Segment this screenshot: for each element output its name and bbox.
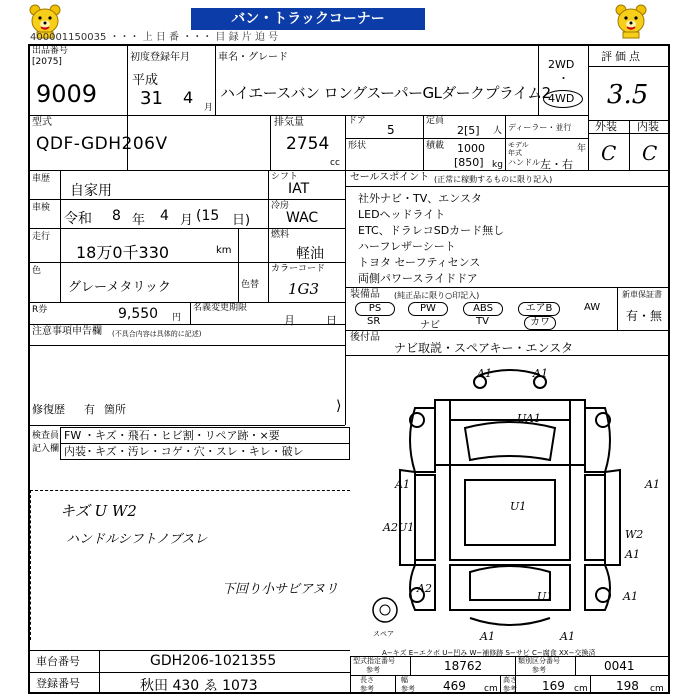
mileage-label: 走行 bbox=[32, 232, 51, 242]
mileage-value: 18万0千330 bbox=[76, 243, 170, 262]
new-car-warranty-label: 新車保証書 bbox=[622, 290, 662, 299]
inspection-day: (15 bbox=[196, 208, 220, 224]
length-ref: 参考 bbox=[360, 685, 374, 693]
doors-value: 5 bbox=[387, 123, 395, 137]
recycle-unit: 円 bbox=[172, 313, 182, 323]
length-label: 長さ bbox=[360, 676, 374, 684]
inspection-month: 4 bbox=[160, 208, 169, 224]
post-install-label: 後付品 bbox=[350, 332, 380, 343]
model-label: 型式 bbox=[32, 117, 52, 128]
category-ref: 参考 bbox=[532, 666, 546, 674]
dmg-label-hood: UA1 bbox=[517, 412, 541, 425]
registration-label: 登録番号 bbox=[36, 677, 80, 690]
inspection-era: 令和 bbox=[64, 211, 92, 227]
post-install-value: ナビ取説・スペアキー・エンスタ bbox=[394, 341, 574, 355]
height-label: 高さ bbox=[503, 676, 517, 684]
equipment-label: 装備品 bbox=[350, 289, 380, 300]
shift-value: IAT bbox=[288, 181, 310, 197]
equip-leather: カワ bbox=[524, 316, 556, 330]
handwritten-line-3: 下回り小サビアヌリ bbox=[222, 582, 339, 597]
width-value: 169 bbox=[542, 679, 565, 693]
header-title-bar bbox=[191, 8, 425, 30]
inspection-month-unit: 月 bbox=[180, 213, 194, 228]
exterior-label: 外装 bbox=[595, 120, 617, 133]
dmg-label-bottom: A1 bbox=[480, 630, 495, 643]
length-value: 469 bbox=[443, 679, 466, 693]
capacity-value: 2[5] bbox=[457, 124, 480, 137]
equip-navi: ナビ bbox=[420, 320, 440, 331]
fuel-label: 燃料 bbox=[271, 230, 290, 240]
shape-label: 形状 bbox=[348, 141, 367, 151]
equip-aw: AW bbox=[584, 302, 601, 313]
first-reg-year: 31 bbox=[140, 88, 163, 109]
height-ref: 参考 bbox=[503, 685, 517, 693]
handwritten-line-1: キズ U W2 bbox=[60, 502, 137, 520]
width-unit: cm bbox=[574, 684, 588, 694]
car-name-value: ハイエースバン ロングスーパーGLダークプライム2 bbox=[220, 84, 551, 102]
dmg-label-roof: U1 bbox=[510, 500, 527, 513]
inspector-row2: ・キズ・汚レ・コゲ・穴・スレ・キレ・破レ bbox=[84, 445, 304, 458]
handle-value: 左・右 bbox=[540, 158, 573, 171]
ac-value: WAC bbox=[286, 210, 319, 226]
inspector-label-2: 記入欄 bbox=[32, 444, 60, 454]
sales-point-5: トヨタ セーフティセンス bbox=[358, 256, 481, 269]
interior-label: 内装 bbox=[637, 120, 659, 133]
drive-4wd: 4WD bbox=[548, 92, 575, 105]
dmg-label-front-left: A1 bbox=[477, 367, 492, 380]
first-reg-month-unit: 月 bbox=[204, 103, 214, 113]
first-reg-month: 4 bbox=[183, 88, 194, 107]
load-value1: 1000 bbox=[457, 142, 485, 155]
handwritten-line-2: ハンドルシフトノブスレ bbox=[66, 532, 208, 547]
lot-sub: [2075] bbox=[32, 57, 62, 67]
handle-label: ハンドル bbox=[508, 158, 540, 167]
dmg-label-right-mid: W2 bbox=[625, 528, 644, 541]
capacity-unit: 人 bbox=[493, 126, 503, 136]
recycle-value: 9,550 bbox=[118, 306, 159, 322]
mileage-unit: km bbox=[216, 245, 232, 256]
dmg-label-right-low: A1 bbox=[625, 548, 640, 561]
dmg-label-left-rear: A2 bbox=[417, 582, 432, 595]
load-unit: kg bbox=[492, 160, 503, 170]
displacement-value: 2754 bbox=[286, 134, 330, 154]
dmg-label-right-front: A1 bbox=[645, 478, 660, 491]
dmg-label-right-rear: A1 bbox=[623, 590, 638, 603]
score-value: 3.5 bbox=[607, 80, 649, 110]
color-change-label: 色替 bbox=[241, 280, 260, 290]
color-code-label: カラーコード bbox=[271, 264, 326, 274]
load-value2: [850] bbox=[454, 156, 484, 169]
sales-point-4: ハーフレザーシート bbox=[358, 240, 456, 253]
height-value: 198 bbox=[616, 679, 639, 693]
ac-label: 冷房 bbox=[271, 201, 290, 211]
equip-ps: PS bbox=[355, 302, 395, 316]
equip-sr: SR bbox=[367, 316, 381, 327]
name-change-label: 名義変更期限 bbox=[193, 303, 248, 313]
inspector-label-1: 検査員 bbox=[32, 431, 60, 441]
width-ref: 参考 bbox=[401, 685, 415, 693]
fuel-value: 軽油 bbox=[296, 246, 324, 262]
usage-label: 車歴 bbox=[32, 174, 51, 184]
sales-point-2: LEDヘッドライト bbox=[358, 208, 446, 221]
inspection-day-unit: 日) bbox=[232, 213, 251, 228]
sales-points-label: セールスポイント bbox=[350, 172, 430, 183]
shift-label: シフト bbox=[271, 172, 299, 182]
chassis-value: GDH206-1021355 bbox=[150, 653, 277, 669]
model-no-value: 18762 bbox=[444, 659, 483, 673]
registration-value: 秋田 430 ゑ 1073 bbox=[140, 678, 258, 694]
lot-label: 出品番号 bbox=[32, 46, 69, 56]
model-year-suffix: 年 bbox=[577, 144, 587, 154]
inspector-row1-label: FW bbox=[64, 429, 82, 442]
header-title: バン・トラックコーナー bbox=[231, 11, 385, 27]
car-diagram bbox=[355, 360, 665, 650]
equip-abs: ABS bbox=[463, 302, 503, 316]
score-label: 評価点 bbox=[601, 50, 643, 63]
repair-suffix: 箇所 bbox=[104, 403, 126, 416]
model-value: QDF-GDH206V bbox=[36, 134, 168, 154]
sales-points-sub: (正常に稼動するものに限り記入) bbox=[434, 175, 553, 184]
chassis-label: 車台番号 bbox=[36, 655, 80, 668]
dmg-label-bottom-right: A1 bbox=[560, 630, 575, 643]
model-no-label: 型式指定番号 bbox=[353, 657, 395, 665]
exterior-score: C bbox=[601, 141, 617, 165]
usage-value: 自家用 bbox=[70, 183, 112, 199]
name-change-month: 月 bbox=[284, 314, 295, 327]
repair-value: 有 bbox=[84, 403, 95, 416]
top-cut-text: 400001150035 ・・・ 上 日 番 ・・・ 目 録 片 迫 号 bbox=[30, 32, 279, 43]
load-label: 積載 bbox=[426, 141, 445, 151]
sales-point-6: 両側パワースライドドア bbox=[358, 272, 478, 285]
color-label: 色 bbox=[32, 266, 42, 276]
inspection-label: 車検 bbox=[32, 203, 51, 213]
doors-label: ドア bbox=[348, 116, 366, 126]
header-banner bbox=[0, 0, 700, 44]
repair-label: 修復歴 bbox=[32, 403, 65, 416]
height-unit: cm bbox=[650, 684, 664, 694]
notes-label: 注意事項申告欄 bbox=[32, 326, 102, 337]
bear-mascot-icon bbox=[614, 3, 648, 39]
equipment-sub: (純正品に限り○印記入) bbox=[394, 291, 480, 300]
car-name-label: 車名・グレード bbox=[218, 52, 288, 63]
spare-label: スペア bbox=[373, 630, 394, 638]
width-label: 幅 bbox=[401, 676, 408, 684]
equip-pw: PW bbox=[408, 302, 448, 316]
dealer-label: ディーラー・並行 bbox=[508, 123, 572, 132]
model-year-label: モデル年式 bbox=[508, 141, 529, 157]
displacement-label: 排気量 bbox=[274, 117, 304, 128]
first-reg-label: 初度登録年月 bbox=[130, 52, 190, 63]
repair-bracket: ⟩ bbox=[336, 398, 342, 414]
drive-dot: ・ bbox=[558, 72, 569, 85]
displacement-unit: cc bbox=[330, 158, 340, 168]
inspection-year-unit: 年 bbox=[132, 213, 146, 228]
lot-number: 9009 bbox=[36, 80, 98, 108]
interior-score: C bbox=[642, 141, 658, 165]
dmg-label-left-mid: A2U1 bbox=[383, 521, 415, 534]
dmg-label-left-front: A1 bbox=[395, 478, 410, 491]
inspection-year: 8 bbox=[112, 208, 121, 224]
dmg-label-front-right: A1 bbox=[533, 367, 548, 380]
color-code-value: 1G3 bbox=[288, 280, 320, 298]
sales-point-3: ETC、ドラレコSDカード無し bbox=[358, 224, 505, 237]
inspector-row1: ・キズ・飛石・ヒビ割・リペア跡・×要 bbox=[84, 429, 280, 442]
damage-legend: A−キズ E−エクボ U−凹み W−補修跡 S−サビ C−腐食 XX−交換済 bbox=[382, 649, 596, 657]
recycle-label: R券 bbox=[32, 305, 48, 315]
first-reg-era: 平成 bbox=[132, 73, 159, 88]
category-label: 類別区分番号 bbox=[518, 657, 560, 665]
capacity-label: 定員 bbox=[426, 116, 445, 126]
new-car-warranty-value: 有・無 bbox=[626, 309, 663, 323]
name-change-day: 日 bbox=[326, 314, 337, 327]
equip-tv: TV bbox=[476, 316, 489, 327]
sales-point-1: 社外ナビ・TV、エンスタ bbox=[358, 192, 482, 205]
inspector-row2-label: 内装 bbox=[64, 445, 86, 458]
drive-2wd: 2WD bbox=[548, 58, 575, 71]
dmg-label-rear-gate: U1 bbox=[537, 590, 554, 603]
notes-sub: (不具合内容は具体的に記述) bbox=[112, 330, 202, 338]
equip-airbag: エアB bbox=[518, 302, 560, 316]
color-value: グレーメタリック bbox=[68, 280, 171, 295]
category-value: 0041 bbox=[604, 659, 635, 673]
model-no-ref: 参考 bbox=[366, 666, 380, 674]
length-unit: cm bbox=[484, 684, 498, 694]
